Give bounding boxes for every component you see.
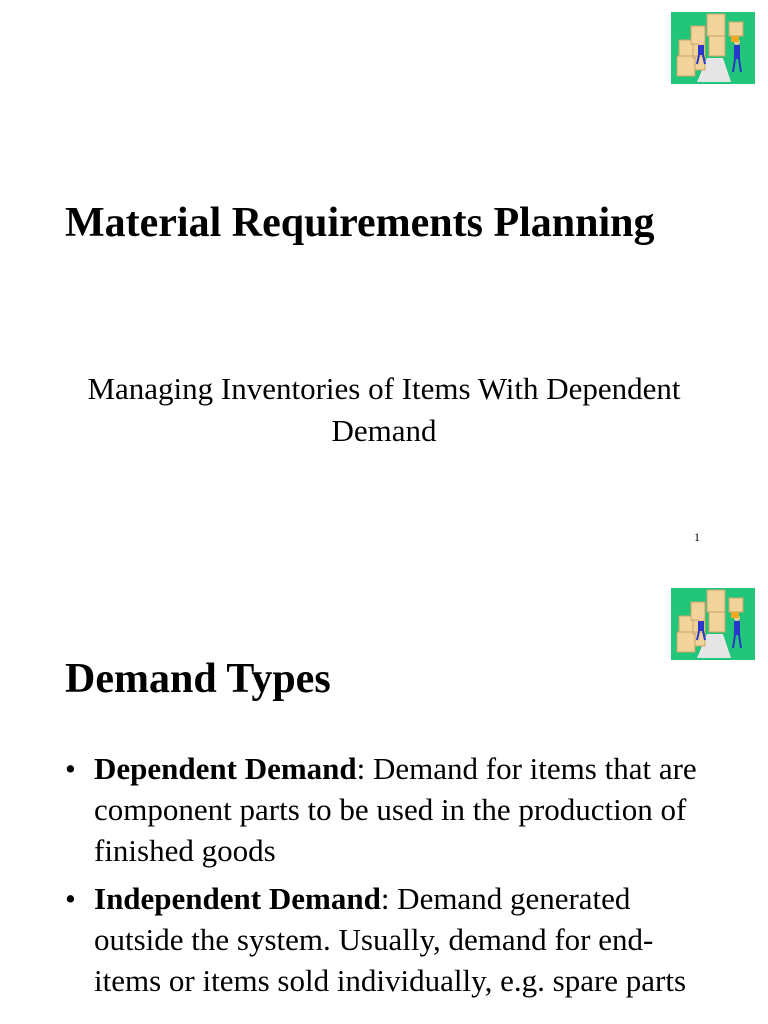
slide-subtitle: Managing Inventories of Items With Dependent Demand [87,371,681,448]
slide-2 [0,576,768,1024]
bullet-item-dependent-demand [65,748,705,871]
page-number: 1 [694,530,700,544]
bullet-marker: • [65,881,76,916]
bullet-term: Independent Demand [94,881,381,916]
bullet-text: : Demand generated outside the system. Usually, demand for end-items or items sold individually, e.g. spare parts [94,881,687,998]
slide-title: Material Requirements Planning [65,200,655,246]
warehouse-workers-icon [671,12,755,84]
bullet-list [65,748,705,1008]
slide-title: Demand Types [65,656,331,702]
bullet-text: : Demand for items that are component parts to be used in the production of finished goods [94,751,697,868]
bullet-term: Dependent Demand [94,751,357,786]
bullet-marker: • [65,751,76,786]
bullet-item-independent-demand [65,878,705,1001]
warehouse-workers-icon [671,588,755,660]
